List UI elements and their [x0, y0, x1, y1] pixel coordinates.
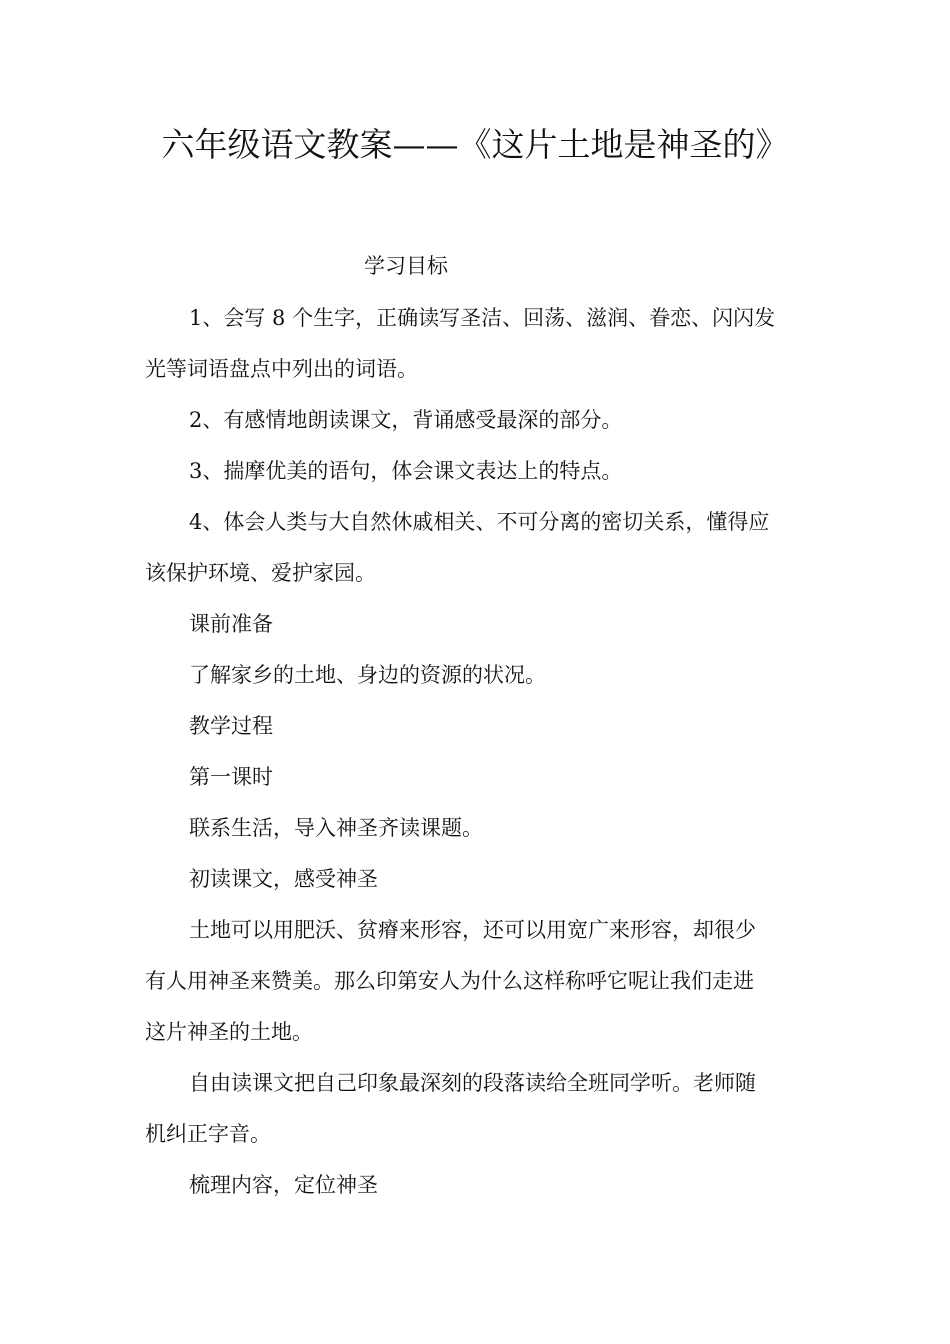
goal-1-line-2: 光等词语盘点中列出的词语。 [145, 357, 418, 381]
paragraph-land-line-2: 有人用神圣来赞美。那么印第安人为什么这样称呼它呢让我们走进 [145, 969, 754, 993]
goal-1-line-1: 1、会写 8 个生字，正确读写圣洁、回荡、滋润、眷恋、闪闪发 [189, 306, 776, 330]
document-title: 六年级语文教案——《这片土地是神圣的》 [161, 125, 789, 164]
goal-2: 2、有感情地朗读课文，背诵感受最深的部分。 [189, 408, 623, 432]
step-organize-content: 梳理内容，定位神圣 [189, 1173, 378, 1197]
heading-first-lesson: 第一课时 [189, 765, 273, 789]
heading-learning-goals: 学习目标 [364, 254, 448, 278]
goal-3: 3、揣摩优美的语句，体会课文表达上的特点。 [189, 459, 623, 483]
step-introduce: 联系生活，导入神圣齐读课题。 [189, 816, 483, 840]
preparation-text: 了解家乡的土地、身边的资源的状况。 [189, 663, 546, 687]
paragraph-land-line-1: 土地可以用肥沃、贫瘠来形容，还可以用宽广来形容，却很少 [189, 918, 756, 942]
paragraph-land-line-3: 这片神圣的土地。 [145, 1020, 313, 1044]
goal-4-line-1: 4、体会人类与大自然休戚相关、不可分离的密切关系，懂得应 [189, 510, 770, 534]
paragraph-reading-line-1: 自由读课文把自己印象最深刻的段落读给全班同学听。老师随 [189, 1071, 756, 1095]
heading-teaching-process: 教学过程 [189, 714, 273, 738]
paragraph-reading-line-2: 机纠正字音。 [145, 1122, 271, 1146]
step-first-reading: 初读课文，感受神圣 [189, 867, 378, 891]
heading-preparation: 课前准备 [189, 612, 273, 636]
goal-4-line-2: 该保护环境、爱护家园。 [145, 561, 376, 585]
